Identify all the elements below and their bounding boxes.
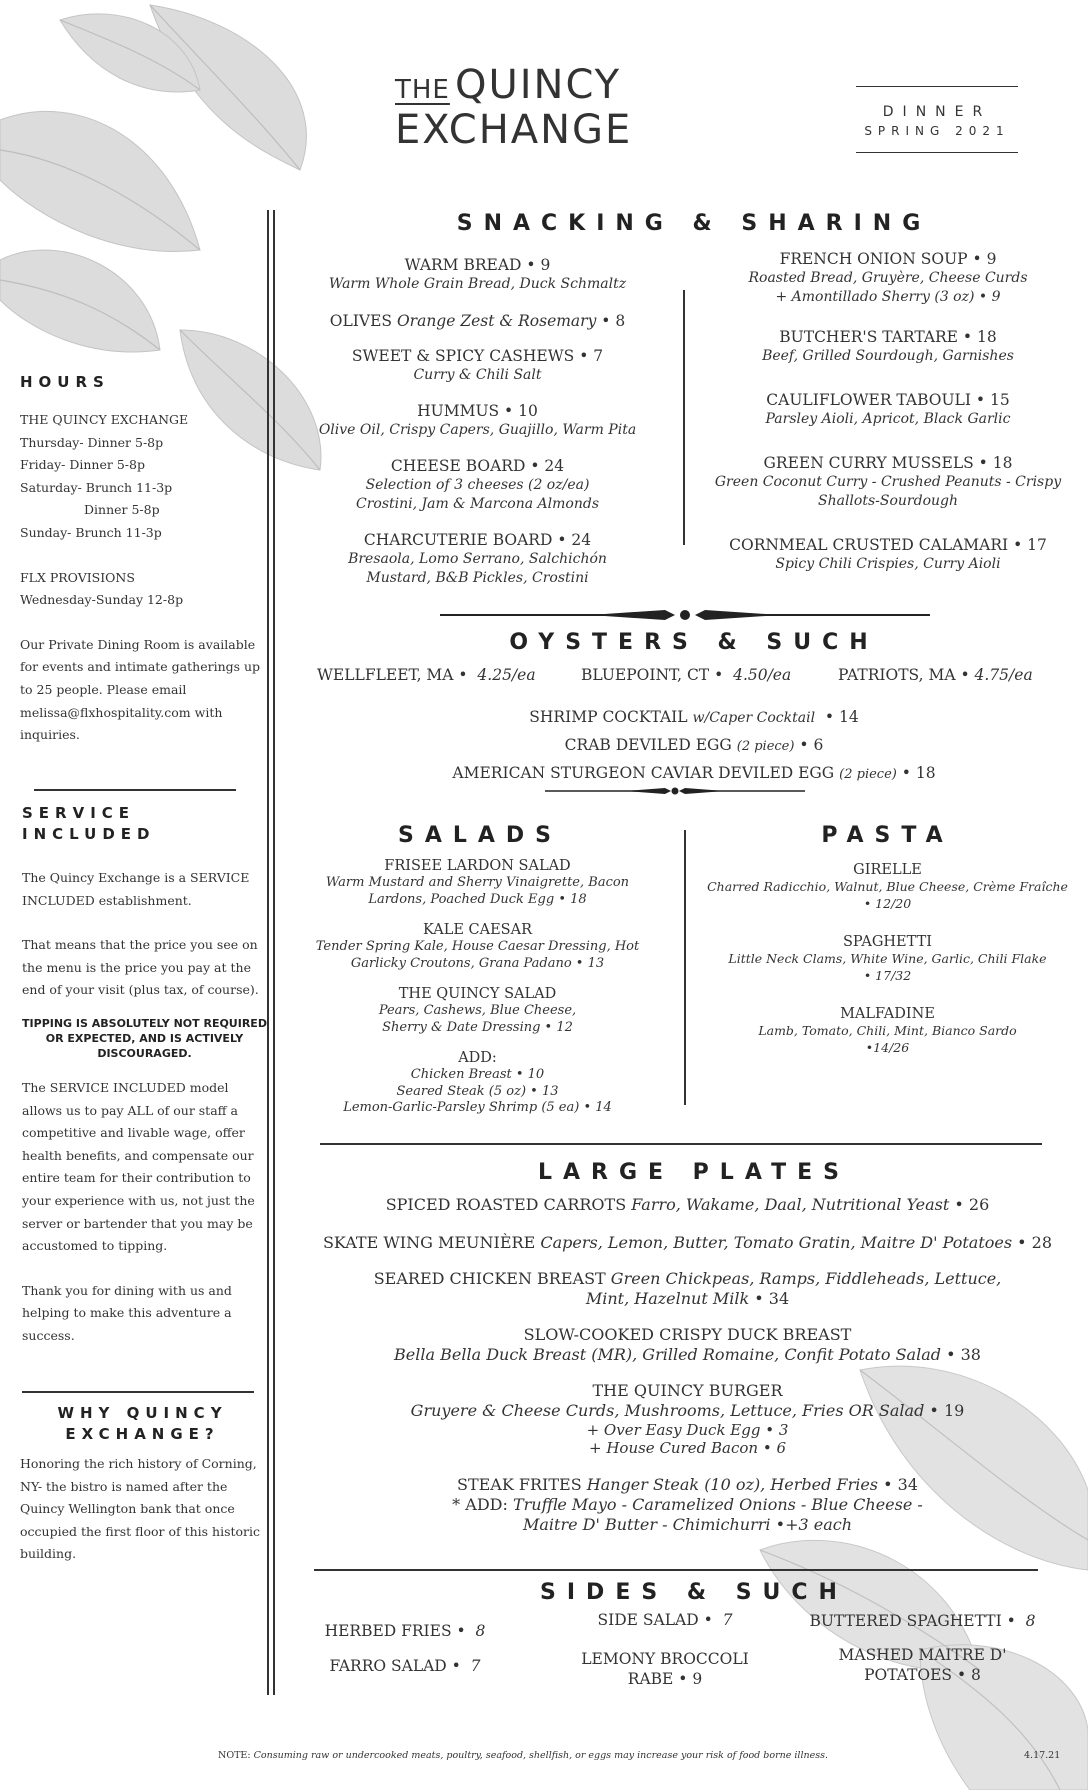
add-on: Seared Steak (5 oz) • 13	[396, 1083, 559, 1099]
item-price: • 34	[754, 1289, 790, 1308]
menu-item	[290, 1269, 1085, 1309]
why-text: Honoring the rich history of Corning, NY- the bistro is named after the Quincy Wellington bank that once occupied the first floor of this historic building.	[20, 1456, 261, 1562]
item-price: 8	[475, 1622, 486, 1640]
item-name: POTATOES • 8	[864, 1666, 981, 1684]
oysters-heading: OYSTERS & SUCH	[509, 630, 879, 655]
hours-line: Dinner 5-8p	[84, 502, 160, 518]
service-section	[22, 803, 267, 1348]
item-price: 8	[1025, 1612, 1036, 1630]
salads-column	[295, 858, 660, 1117]
item-desc: Hanger Steak (10 oz), Herbed Fries	[586, 1475, 879, 1494]
menu-item	[705, 934, 1070, 984]
side-item	[560, 1610, 770, 1630]
item-name: CORNMEAL CRUSTED CALAMARI • 17	[729, 536, 1047, 554]
item-desc: Pears, Cashews, Blue Cheese,	[378, 1003, 577, 1018]
item-name: STEAK FRITES	[456, 1475, 582, 1494]
item-desc: Green Chickpeas, Ramps, Fiddleheads, Lettuce,	[610, 1269, 1002, 1288]
menu-item	[290, 1475, 1085, 1535]
item-desc: Parsley Aioli, Apricot, Black Garlic	[765, 411, 1011, 427]
item-desc: Mint, Hazelnut Milk	[585, 1289, 750, 1308]
snacking-heading: SNACKING & SHARING	[456, 211, 932, 236]
large-plates-list	[290, 1195, 1085, 1535]
item-name: SPAGHETTI	[843, 934, 932, 950]
ornamental-divider	[440, 605, 930, 625]
item-name: OLIVES	[329, 312, 393, 330]
menu-item	[698, 249, 1078, 307]
item-name: KALE CAESAR	[422, 922, 532, 938]
item-name: SLOW-COOKED CRISPY DUCK BREAST	[523, 1325, 852, 1344]
add-on: Lemon-Garlic-Parsley Shrimp (5 ea) • 14	[343, 1100, 612, 1115]
print-date: 4.17.21	[1024, 1750, 1061, 1761]
menu-item	[705, 1006, 1070, 1056]
item-price: • 8	[601, 312, 626, 330]
item-name: BUTCHER'S TARTARE • 18	[779, 328, 997, 346]
hours-line: Sunday- Brunch 11-3p	[20, 524, 162, 540]
oyster-item	[581, 666, 791, 684]
why-heading-line2: EXCHANGE?	[65, 1425, 220, 1443]
item-desc: Charred Radicchio, Walnut, Blue Cheese, Crème Fraîche	[707, 879, 1068, 894]
hours-heading: HOURS	[20, 373, 110, 391]
item-desc: Sherry & Date Dressing • 12	[382, 1019, 573, 1035]
menu-item	[290, 255, 665, 294]
item-desc: Garlicky Croutons, Grana Padano • 13	[350, 955, 605, 971]
oyster-item	[317, 666, 536, 684]
menu-item	[295, 858, 660, 908]
item-desc: Beef, Grilled Sourdough, Garnishes	[762, 348, 1014, 364]
menu-tag	[856, 86, 1018, 153]
menu-item	[698, 453, 1078, 511]
item-name: BLUEPOINT, CT •	[581, 666, 724, 684]
item-desc: Bella Bella Duck Breast (MR), Grilled Romaine, Confit Potato Salad	[394, 1345, 941, 1364]
sidebar-rule-2	[22, 1391, 254, 1393]
item-desc: Tender Spring Kale, House Caesar Dressing, Hot	[315, 939, 640, 954]
logo-the: THE	[395, 75, 450, 105]
item-desc: (2 piece)	[736, 739, 795, 754]
service-heading-line2: INCLUDED	[22, 825, 156, 843]
item-name: RABE • 9	[627, 1670, 703, 1688]
note-label: NOTE:	[218, 1750, 251, 1761]
item-desc: Orange Zest & Rosemary	[396, 312, 597, 330]
item-desc: Selection of 3 cheeses (2 oz/ea)	[365, 477, 590, 493]
item-desc: Gruyere & Cheese Curds, Mushrooms, Lettuce, Fries OR Salad	[410, 1401, 925, 1420]
large-plates-top-rule	[320, 1143, 1042, 1145]
item-price: • 12/20	[863, 895, 912, 911]
item-name: SWEET & SPICY CASHEWS • 7	[351, 347, 604, 365]
oysters-items	[300, 704, 1088, 788]
pasta-column	[705, 862, 1070, 1056]
item-price: • 19	[929, 1401, 965, 1420]
menu-season: SPRING 2021	[864, 124, 1010, 138]
item-add-desc: Truffle Mayo - Caramelized Onions - Blue Cheese -	[512, 1495, 923, 1514]
item-desc: Warm Mustard and Sherry Vinaigrette, Bacon	[325, 875, 630, 890]
item-desc: w/Caper Cocktail	[692, 710, 816, 726]
item-name: BUTTERED SPAGHETTI •	[809, 1612, 1016, 1630]
tipping-notice: TIPPING IS ABSOLUTELY NOT REQUIRED OR EXPECTED, AND IS ACTIVELY DISCOURAGED.	[22, 1016, 267, 1060]
menu-type: DINNER	[882, 104, 992, 120]
menu-item	[290, 401, 665, 440]
menu-item	[290, 346, 665, 385]
side-item	[310, 1656, 500, 1676]
item-desc: + Amontillado Sherry (3 oz) • 9	[775, 289, 1001, 305]
item-name: MALFADINE	[840, 1006, 935, 1022]
item-price: • 26	[954, 1195, 990, 1214]
item-price: 4.25/ea	[477, 666, 536, 684]
item-name: GREEN CURRY MUSSELS • 18	[763, 454, 1013, 472]
menu-item	[290, 311, 665, 331]
item-price: 4.75/ea	[974, 666, 1033, 684]
hours-line: Saturday- Brunch 11-3p	[20, 479, 173, 495]
service-p3: The SERVICE INCLUDED model allows us to pay ALL of our staff a competitive and livable wage, offer health benefits, and compensate our entire team for their contribution to your experience with us, not just the server or bartender that you may be accustomed to tipping.	[22, 1079, 255, 1254]
snacking-right-column	[698, 249, 1078, 574]
note-text: Consuming raw or undercooked meats, poultry, seafood, shellfish, or eggs may increase your risk of food borne illness.	[253, 1750, 828, 1761]
service-p2: That means that the price you see on the menu is the price you pay at the end of your visit (plus tax, of course).	[22, 937, 259, 998]
item-desc: (2 piece)	[839, 767, 897, 782]
why-section	[20, 1403, 265, 1566]
item-desc: Bresaola, Lomo Serrano, Salchichón	[348, 551, 607, 567]
menu-item	[290, 1233, 1085, 1253]
sidebar-rule-1	[34, 789, 236, 791]
item-desc: Farro, Wakame, Daal, Nutritional Yeast	[631, 1195, 950, 1214]
item-name: CAULIFLOWER TABOULI • 15	[766, 391, 1010, 409]
snacking-column-divider	[683, 290, 685, 545]
menu-item	[295, 986, 660, 1036]
item-price: 4.50/ea	[733, 666, 792, 684]
item-desc: Olive Oil, Crispy Capers, Guajillo, Warm Pita	[318, 422, 637, 438]
add-on: Chicken Breast • 10	[410, 1067, 545, 1082]
logo-quincy: QUINCY	[454, 62, 622, 108]
item-price: • 6	[799, 736, 824, 754]
logo-exchange: EXCHANGE	[395, 107, 633, 153]
item-name: GIRELLE	[853, 862, 922, 878]
item-desc: Roasted Bread, Gruyère, Cheese Curds	[748, 270, 1028, 286]
menu-tag-bottom-rule	[856, 152, 1018, 153]
oyster-item	[838, 666, 1033, 684]
item-name: CRAB DEVILED EGG	[564, 736, 732, 754]
sides-heading: SIDES & SUCH	[540, 1580, 848, 1605]
item-price: 7	[722, 1611, 733, 1629]
why-heading-line1: WHY QUINCY	[57, 1404, 228, 1422]
menu-item	[300, 732, 1088, 760]
item-name: THE QUINCY SALAD	[398, 986, 557, 1002]
menu-item	[698, 535, 1078, 574]
item-desc: Crostini, Jam & Marcona Almonds	[355, 496, 600, 512]
snacking-left-column	[290, 255, 665, 588]
sidebar-divider-line-2	[273, 210, 275, 1695]
menu-item	[290, 1381, 1085, 1457]
menu-item	[295, 922, 660, 972]
item-name: THE QUINCY BURGER	[592, 1381, 783, 1400]
item-name: PATRIOTS, MA •	[838, 666, 970, 684]
service-heading-line1: SERVICE	[22, 804, 136, 822]
salads-heading: SALADS	[397, 823, 563, 848]
item-desc: Spicy Chili Crispies, Curry Aioli	[775, 556, 1001, 572]
item-name: WELLFLEET, MA •	[317, 666, 468, 684]
item-desc: Shallots-Sourdough	[818, 493, 958, 509]
service-p4: Thank you for dining with us and helping to make this adventure a success.	[22, 1282, 232, 1343]
item-desc: Lardons, Poached Duck Egg • 18	[368, 891, 587, 907]
item-name: AMERICAN STURGEON CAVIAR DEVILED EGG	[452, 764, 835, 782]
pasta-heading: PASTA	[821, 823, 954, 848]
menu-item	[290, 1325, 1085, 1365]
hours-section	[20, 372, 265, 747]
item-name: FRISEE LARDON SALAD	[384, 858, 571, 874]
item-name: FARRO SALAD •	[329, 1657, 461, 1675]
menu-item	[290, 456, 665, 514]
item-desc: Little Neck Clams, White Wine, Garlic, Chili Flake	[728, 951, 1047, 966]
item-name: SIDE SALAD •	[597, 1611, 713, 1629]
sides-top-rule	[314, 1569, 1038, 1571]
large-plates-heading: LARGE PLATES	[537, 1160, 851, 1185]
item-add-label: * ADD:	[452, 1495, 508, 1514]
menu-item	[705, 862, 1070, 912]
item-name: FRENCH ONION SOUP • 9	[779, 250, 997, 268]
item-price: •14/26	[865, 1039, 910, 1055]
item-price: • 34	[883, 1475, 918, 1494]
item-price: • 14	[824, 708, 859, 726]
item-add-on: + Over Easy Duck Egg • 3	[586, 1421, 789, 1439]
menu-item	[698, 390, 1078, 429]
side-item	[560, 1649, 770, 1689]
item-name: SEARED CHICKEN BREAST	[373, 1269, 606, 1288]
item-desc: Lamb, Tomato, Chili, Mint, Bianco Sardo	[758, 1023, 1017, 1038]
flx-hours: Wednesday-Sunday 12-8p	[20, 592, 184, 608]
salad-add-ons	[295, 1050, 660, 1117]
item-price: • 17/32	[863, 967, 912, 983]
item-name: SPICED ROASTED CARROTS	[385, 1195, 627, 1214]
hours-line: Friday- Dinner 5-8p	[20, 457, 145, 473]
item-name: CHARCUTERIE BOARD • 24	[363, 531, 592, 549]
side-item	[800, 1611, 1045, 1631]
item-desc: Mustard, B&B Pickles, Crostini	[366, 570, 589, 586]
item-name: WARM BREAD • 9	[404, 256, 551, 274]
side-item	[310, 1621, 500, 1641]
private-dining-text: Our Private Dining Room is available for events and intimate gatherings up to 25 people. Please email melissa@flxhospitality.com with inquiries.	[20, 636, 261, 743]
side-item	[800, 1645, 1045, 1685]
hours-line: Thursday- Dinner 5-8p	[20, 434, 164, 450]
salad-pasta-divider	[684, 830, 686, 1105]
item-add-desc: Maitre D' Butter - Chimichurri	[522, 1515, 771, 1534]
item-price: • 18	[901, 764, 936, 782]
menu-item	[290, 1195, 1085, 1215]
item-desc: Warm Whole Grain Bread, Duck Schmaltz	[328, 276, 627, 292]
sidebar-divider-line-1	[267, 210, 269, 1695]
menu-item	[698, 327, 1078, 366]
item-name: SHRIMP COCKTAIL	[529, 708, 688, 726]
item-price: 7	[470, 1657, 481, 1675]
menu-item	[290, 530, 665, 588]
menu-item	[300, 704, 1088, 732]
item-desc: Green Coconut Curry - Crushed Peanuts - Crispy	[714, 474, 1062, 490]
item-add-on: + House Cured Bacon • 6	[589, 1439, 786, 1457]
add-label: ADD:	[458, 1050, 497, 1066]
item-add-price: •+3 each	[775, 1515, 853, 1534]
item-name: SKATE WING MEUNIÈRE	[322, 1233, 536, 1252]
flx-title: FLX PROVISIONS	[20, 569, 135, 585]
item-name: CHEESE BOARD • 24	[390, 457, 565, 475]
item-price: • 28	[1017, 1233, 1053, 1252]
menu-tag-top-rule	[856, 86, 1018, 87]
item-desc: Curry & Chili Salt	[413, 367, 542, 383]
ornamental-divider	[545, 784, 805, 798]
item-name: HERBED FRIES •	[324, 1622, 466, 1640]
item-name: MASHED MAITRE D'	[838, 1646, 1007, 1664]
item-price: • 38	[946, 1345, 981, 1364]
service-p1: The Quincy Exchange is a SERVICE INCLUDED establishment.	[22, 870, 250, 908]
hours-line: THE QUINCY EXCHANGE	[20, 412, 189, 427]
food-safety-note	[218, 1750, 828, 1761]
item-name: LEMONY BROCCOLI	[581, 1650, 749, 1668]
item-name: HUMMUS • 10	[417, 402, 538, 420]
item-desc: Capers, Lemon, Butter, Tomato Gratin, Maitre D' Potatoes	[540, 1233, 1013, 1252]
restaurant-logo	[395, 62, 705, 153]
